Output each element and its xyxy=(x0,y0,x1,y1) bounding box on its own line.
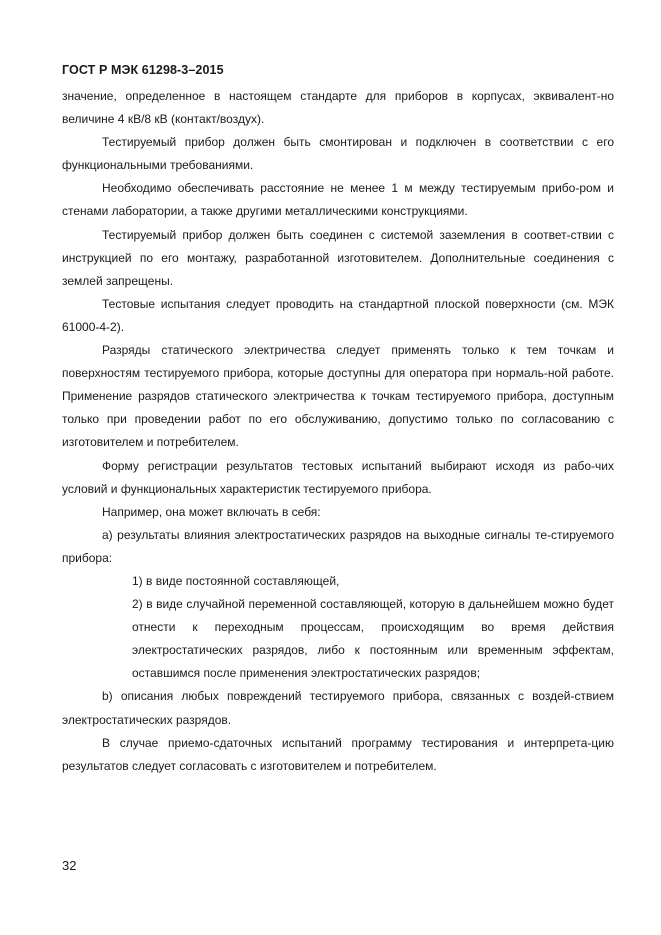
paragraph: Тестовые испытания следует проводить на стандартной плоской поверхности (см. МЭК 61000-4-2). xyxy=(62,296,614,334)
paragraph: Необходимо обеспечивать расстояние не менее 1 м между тестируемым прибо-ром и стенами лаборатории, а также другими металлическими конструкциями. xyxy=(62,181,614,219)
paragraph: Форму регистрации результатов тестовых испытаний выбирают исходя из рабо-чих условий и функциональных характеристик тестируемого прибора. xyxy=(62,458,614,496)
list-item: b) описания любых повреждений тестируемого прибора, связанных с воздей-ствием электростатических разрядов. xyxy=(62,689,614,727)
paragraph: Разряды статического электричества следует применять только к тем точкам и поверхностям тестируемого прибора, которые доступны для оператора при нормаль-ной работе. Применение разрядов статического электричества к точкам тестируемого прибора, доступным только при проведении работ по его обслуживанию, допустимо только по согласованию с изготовителем и потребителем. xyxy=(62,343,614,450)
paragraph: Тестируемый прибор должен быть смонтирован и подключен в соответствии с его функциональными требованиями. xyxy=(62,135,614,173)
document-header: ГОСТ Р МЭК 61298-3–2015 xyxy=(62,63,224,77)
paragraph: В случае приемо-сдаточных испытаний программу тестирования и интерпрета-цию результатов следует согласовать с изготовителем и потребителем. xyxy=(62,735,614,773)
document-body xyxy=(62,85,614,778)
paragraph: Например, она может включать в себя: xyxy=(102,504,321,519)
sub-list-item: 1) в виде постоянной составляющей, xyxy=(132,573,340,588)
paragraph: Тестируемый прибор должен быть соединен с системой заземления в соответ-ствии с инструкцией по его монтажу, разработанной изготовителем. Дополнительные соединения с землей запрещены. xyxy=(62,227,614,288)
list-item: a) результаты влияния электростатических разрядов на выходные сигналы те-стируемого прибора: xyxy=(62,527,614,565)
paragraph: значение, определенное в настоящем стандарте для приборов в корпусах, эквивалент-но величине 4 кВ/8 кВ (контакт/воздух). xyxy=(62,89,614,127)
page-number: 32 xyxy=(62,858,77,873)
sub-list-item: 2) в виде случайной переменной составляющей, которую в дальнейшем можно будет отнести к переходным процессам, происходящим во время действия электростатических разрядов, либо к постоянным или временным эффектам, оставшимся после применения электростатических разрядов; xyxy=(132,597,614,681)
